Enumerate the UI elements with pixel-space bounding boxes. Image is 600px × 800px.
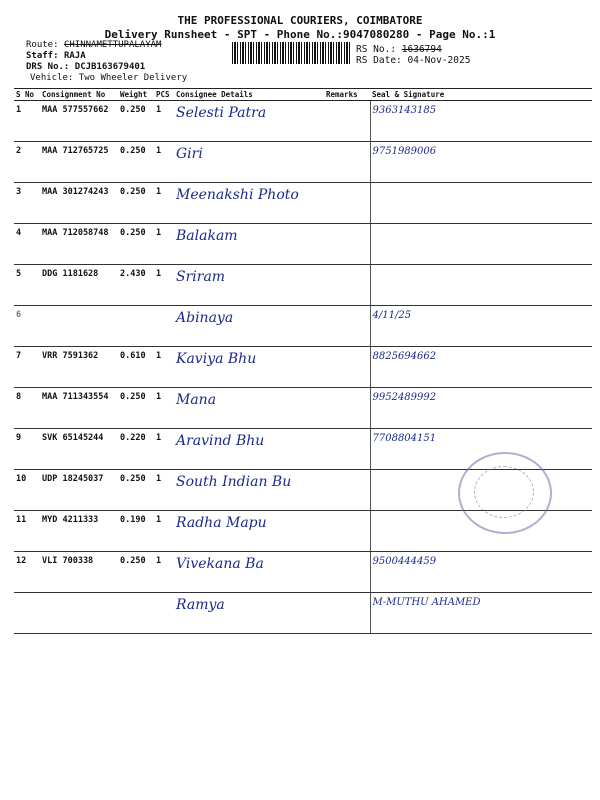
cell-sno-text: 6 [16,310,22,320]
table-row [14,224,592,265]
cell-consignee-text: Balakam [176,228,238,244]
cell-remarks [324,388,370,429]
cell-consignee [174,183,324,224]
cell-consignment-no [40,224,118,265]
cell-pcs [154,511,174,552]
cell-signature-text: 8825694662 [372,351,437,362]
rs-date-line [356,55,470,66]
cell-pcs [154,224,174,265]
cell-consignee-text: Kaviya Bhu [176,351,257,367]
meta-right [356,44,470,66]
cell-consignee [174,511,324,552]
cell-remarks [324,306,370,347]
cell-signature [370,388,592,429]
cell-weight-text: 0.250 [120,105,146,115]
rs-date-label: RS Date: [356,55,402,66]
cell-pcs [154,101,174,142]
cell-signature-text: 9952489992 [372,392,437,403]
cell-pcs [154,470,174,511]
cell-consignee [174,593,324,634]
cell-pcs [154,552,174,593]
cell-sno-text: 5 [16,269,22,279]
cell-consignment-no-text: MAA 577557662 [42,105,109,115]
seal-stamp [458,452,552,534]
cell-weight [118,429,154,470]
cell-remarks [324,142,370,183]
cell-consignee [174,306,324,347]
runsheet-table [14,88,592,634]
cell-consignee-text: Sriram [176,269,226,285]
cell-remarks [324,552,370,593]
cell-weight [118,593,154,634]
cell-pcs [154,142,174,183]
cell-signature [370,224,592,265]
cell-weight [118,183,154,224]
cell-consignee-text: Aravind Bhu [176,433,265,449]
cell-consignment-no-text: MYD 4211333 [42,515,99,525]
table-header-row [14,89,592,101]
drs-line [26,62,187,73]
cell-consignee-text: South Indian Bu [176,474,292,490]
cell-signature [370,265,592,306]
cell-weight-text: 0.250 [120,228,146,238]
col-consignee: Consignee Details [174,89,324,101]
cell-consignee [174,347,324,388]
cell-weight-text: 0.220 [120,433,146,443]
cell-consignment-no-text: MAA 712765725 [42,146,109,156]
cell-consignment-no [40,347,118,388]
cell-weight-text: 2.430 [120,269,146,279]
cell-weight-text: 0.250 [120,392,146,402]
cell-weight [118,511,154,552]
cell-consignment-no [40,265,118,306]
cell-pcs [154,593,174,634]
cell-remarks [324,101,370,142]
cell-weight-text: 0.250 [120,474,146,484]
document-title: THE PROFESSIONAL COURIERS, COIMBATORE [177,14,423,27]
vehicle-value: Two Wheeler Delivery [78,73,188,83]
cell-consignee [174,429,324,470]
cell-sno [14,101,40,142]
rs-no-value: 1636794 [401,44,442,55]
cell-consignment-no [40,429,118,470]
cell-consignment-no [40,593,118,634]
cell-consignment-no [40,470,118,511]
table-row [14,388,592,429]
cell-consignee-text: Vivekana Ba [176,556,264,572]
cell-consignment-no-text: MAA 711343554 [42,392,109,402]
cell-consignee [174,265,324,306]
route-value: CHINNAMETTUPALAYAM [63,40,162,50]
table-row [14,593,592,634]
cell-signature [370,183,592,224]
cell-pcs-text: 1 [156,187,162,197]
cell-signature-text: 9751989006 [372,146,437,157]
cell-consignment-no [40,306,118,347]
cell-consignment-no-text: MAA 712058748 [42,228,109,238]
cell-signature [370,593,592,634]
staff-value: RAJA [63,51,86,61]
cell-weight [118,347,154,388]
table-row [14,101,592,142]
cell-consignee-text: Abinaya [176,310,234,326]
cell-remarks [324,593,370,634]
cell-remarks [324,429,370,470]
cell-remarks [324,511,370,552]
cell-sno [14,224,40,265]
cell-sno-text: 9 [16,433,22,443]
route-label: Route: [26,40,59,50]
cell-signature-text: M-MUTHU AHAMED [372,597,481,608]
cell-pcs [154,388,174,429]
cell-weight [118,142,154,183]
cell-sno [14,470,40,511]
cell-sno [14,511,40,552]
cell-weight [118,552,154,593]
rs-no-label: RS No.: [356,44,397,55]
cell-weight [118,388,154,429]
col-signature: Seal & Signature [370,89,592,101]
cell-sno [14,388,40,429]
cell-consignment-no [40,183,118,224]
cell-weight-text: 0.190 [120,515,146,525]
cell-sno [14,265,40,306]
cell-pcs-text: 1 [156,146,162,156]
cell-weight-text: 0.250 [120,187,146,197]
col-weight: Weight [118,89,154,101]
cell-consignment-no-text: MAA 301274243 [42,187,109,197]
cell-remarks [324,265,370,306]
cell-remarks [324,347,370,388]
cell-pcs [154,265,174,306]
cell-weight [118,101,154,142]
cell-consignment-no-text: VLI 700338 [42,556,94,566]
cell-consignee-text: Ramya [176,597,225,613]
cell-sno-text: 2 [16,146,22,156]
cell-remarks [324,470,370,511]
cell-sno [14,183,40,224]
cell-sno-text: 4 [16,228,22,238]
cell-consignee [174,388,324,429]
cell-signature-text: 9363143185 [372,105,437,116]
vehicle-line [26,73,187,84]
cell-consignee-text: Meenakshi Photo [176,187,299,203]
cell-pcs-text: 1 [156,105,162,115]
cell-consignee [174,142,324,183]
rs-date-value: 04-Nov-2025 [407,55,471,66]
cell-sno-text: 8 [16,392,22,402]
cell-consignment-no [40,511,118,552]
cell-pcs [154,347,174,388]
cell-sno [14,306,40,347]
cell-consignment-no-text: SVK 65145244 [42,433,104,443]
cell-consignment-no-text: VRR 7591362 [42,351,99,361]
barcode [232,42,350,64]
drs-label: DRS No.: [26,62,70,72]
table-row [14,347,592,388]
cell-consignment-no [40,142,118,183]
cell-sno-text: 1 [16,105,22,115]
cell-weight [118,224,154,265]
staff-label: Staff: [26,51,59,61]
cell-weight-text: 0.250 [120,146,146,156]
cell-sno [14,429,40,470]
col-consignment: Consignment No [40,89,118,101]
rs-no-line [356,44,470,55]
cell-weight [118,265,154,306]
cell-consignee-text: Giri [176,146,203,162]
cell-consignee-text: Radha Mapu [176,515,267,531]
cell-remarks [324,224,370,265]
table-row [14,265,592,306]
cell-pcs-text: 1 [156,433,162,443]
cell-signature [370,306,592,347]
cell-pcs-text: 1 [156,228,162,238]
cell-sno [14,593,40,634]
cell-consignment-no-text: UDP 18245037 [42,474,104,484]
drs-value: DCJB163679401 [74,62,146,72]
vehicle-label: Vehicle: [30,73,74,83]
cell-sno [14,142,40,183]
cell-consignee [174,552,324,593]
cell-pcs [154,306,174,347]
cell-consignment-no [40,552,118,593]
cell-pcs-text: 1 [156,269,162,279]
cell-consignee [174,470,324,511]
cell-consignment-no [40,388,118,429]
cell-consignment-no [40,101,118,142]
cell-pcs-text: 1 [156,351,162,361]
cell-pcs-text: 1 [156,392,162,402]
cell-sno-text: 7 [16,351,22,361]
cell-signature [370,552,592,593]
cell-pcs-text: 1 [156,474,162,484]
cell-sno [14,552,40,593]
document-subtitle: Delivery Runsheet - SPT - Phone No.:9047080280 - Page No.:1 [104,28,496,41]
cell-weight-text: 0.610 [120,351,146,361]
table-row [14,142,592,183]
col-pcs: PCS [154,89,174,101]
cell-weight-text: 0.250 [120,556,146,566]
table-row [14,552,592,593]
cell-pcs-text: 1 [156,515,162,525]
cell-pcs-text: 1 [156,556,162,566]
col-sno: S No [14,89,40,101]
cell-remarks [324,183,370,224]
cell-signature [370,142,592,183]
table-row [14,306,592,347]
table-row [14,183,592,224]
cell-weight [118,470,154,511]
cell-consignee-text: Selesti Patra [176,105,267,121]
cell-signature-text: 4/11/25 [372,310,412,321]
col-remarks: Remarks [324,89,370,101]
cell-sno [14,347,40,388]
staff-line [26,51,187,62]
cell-consignee [174,101,324,142]
cell-pcs [154,429,174,470]
meta-left [26,40,187,84]
cell-consignee [174,224,324,265]
cell-consignee-text: Mana [176,392,217,408]
cell-consignment-no-text: DDG 1181628 [42,269,99,279]
cell-sno-text: 3 [16,187,22,197]
cell-signature [370,101,592,142]
cell-signature [370,347,592,388]
route-line [26,40,187,51]
cell-pcs [154,183,174,224]
cell-weight [118,306,154,347]
cell-signature-text: 7708804151 [372,433,437,444]
cell-signature-text: 9500444459 [372,556,437,567]
cell-sno-text: 11 [16,515,27,525]
cell-sno-text: 10 [16,474,27,484]
cell-sno-text: 12 [16,556,27,566]
